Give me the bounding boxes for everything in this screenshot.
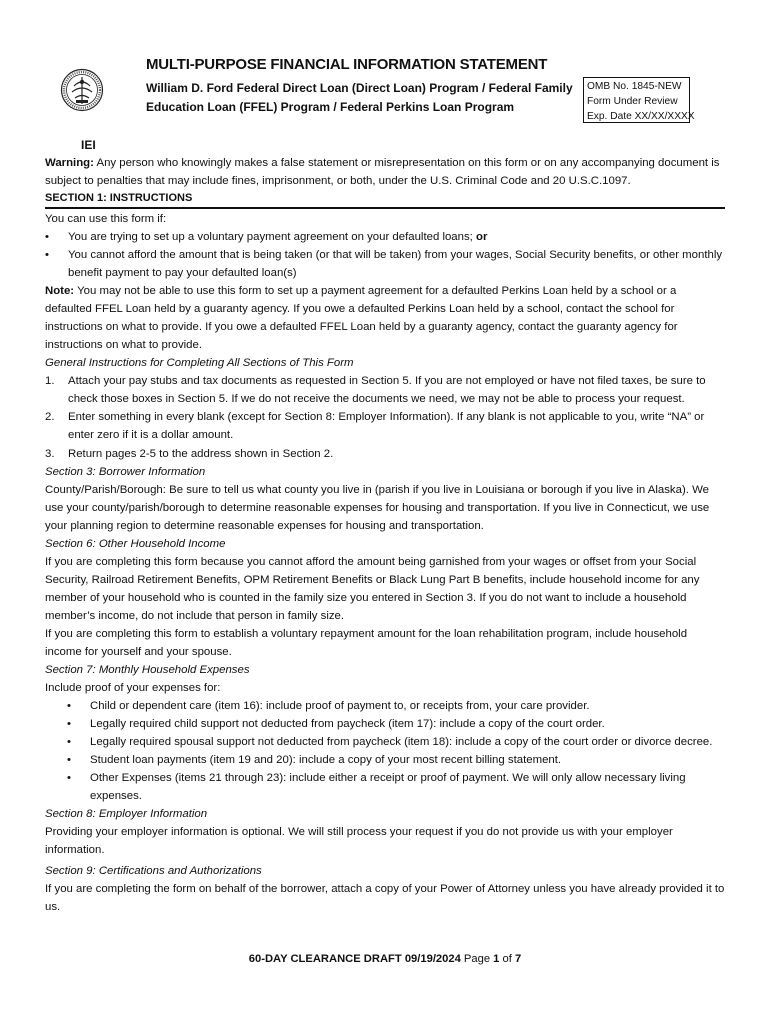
bullet-icon: • <box>67 754 71 766</box>
list-item <box>45 408 725 444</box>
department-seal-icon <box>60 68 104 112</box>
warning-text: Any person who knowingly makes a false statement or misrepresentation on this form or on any accompanying document is subject to penalties that may include fines, imprisonment, or both, under the U.S. Criminal Code and 20 U.S.C.1097. <box>45 157 720 187</box>
page-total: 7 <box>514 953 522 965</box>
bullet-text: You cannot afford the amount that is being taken (or that will be taken) from your wages, Social Security benefits, or other monthly benefit payment to pay your defaulted loan(s) <box>68 249 723 279</box>
program-subtitle: William D. Ford Federal Direct Loan (Direct Loan) Program / Federal Family Education Loan (FFEL) Program / Federal Perkins Loan Program <box>146 81 573 114</box>
bullet-text: Child or dependent care (item 16): include proof of payment to, or receipts from, your care provider. <box>90 700 590 712</box>
page-word: Page <box>460 953 494 965</box>
warning-label: Warning: <box>45 157 94 169</box>
list-number: 1. <box>45 375 55 387</box>
section-9-heading: Section 9: Certifications and Authorizations <box>45 865 262 877</box>
section-3-heading: Section 3: Borrower Information <box>45 466 206 478</box>
list-number: 3. <box>45 448 55 460</box>
section-6-heading: Section 6: Other Household Income <box>45 538 226 550</box>
list-number: 2. <box>45 411 55 423</box>
omb-expiration: Exp. Date XX/XX/XXXX <box>587 111 695 122</box>
section-6-text: If you are completing this form because you cannot afford the amount being garnished from your wages or offset from your Social Security, Railroad Retirement Benefits, OPM Retirement Benefits or Black Lung Part B benefits, include household income for any member of your household who is counted in the family size you entered in Section 3. If you do not want to include a household member’s income, do not include that person in family size. <box>45 556 700 622</box>
warning-paragraph <box>45 154 725 190</box>
of-word: of <box>499 953 515 965</box>
bullet-text: You are trying to set up a voluntary payment agreement on your defaulted loans; <box>68 231 476 243</box>
list-item <box>45 715 725 733</box>
list-item <box>45 751 725 769</box>
bullet-icon: • <box>45 249 49 261</box>
bullet-icon: • <box>67 718 71 730</box>
note-label: Note: <box>45 285 75 297</box>
list-item <box>45 769 725 805</box>
list-item <box>45 733 725 751</box>
section-6-text-2: If you are completing this form to establish a voluntary repayment amount for the loan rehabilitation program, include household income for yourself and your spouse. <box>45 628 688 658</box>
section-1-heading: SECTION 1: INSTRUCTIONS <box>45 190 725 209</box>
omb-status: Form Under Review <box>587 96 678 107</box>
numbered-text: Attach your pay stubs and tax documents as requested in Section 5. If you are not employed or have not filed taxes, be sure to check those boxes in Section 5. If we do not receive the documents we need, we may not be able to process your request. <box>68 375 706 405</box>
page-number: 1 <box>493 953 500 965</box>
general-instructions-heading: General Instructions for Completing All Sections of This Form <box>45 357 354 369</box>
omb-box <box>583 77 695 123</box>
omb-number: OMB No. 1845-NEW <box>587 81 682 92</box>
bullet-icon: • <box>67 736 71 748</box>
use-form-intro: You can use this form if: <box>45 213 167 225</box>
bullet-icon: • <box>67 772 71 784</box>
list-item <box>45 697 725 715</box>
bullet-text: Student loan payments (item 19 and 20): include a copy of your most recent billing statement. <box>90 754 562 766</box>
bullet-text: Other Expenses (items 21 through 23): include either a receipt or proof of payment. We will only allow necessary living expenses. <box>90 772 686 802</box>
section-7-intro: Include proof of your expenses for: <box>45 682 221 694</box>
instructions-content <box>45 154 725 916</box>
section-3-text: County/Parish/Borough: Be sure to tell us what county you live in (parish if you live in Louisiana or borough if you live in Alaska). We use your county/parish/borough to determine reasonable expenses for housing and transportation. If you live in Connecticut, we use your planning region to determine reasonable expenses for housing and transportation. <box>45 484 710 532</box>
numbered-text: Enter something in every blank (except for Section 8: Employer Information). If any blank is not applicable to you, write “NA” or enter zero if it is a dollar amount. <box>68 411 705 441</box>
list-item <box>45 246 725 282</box>
section-8-text: Providing your employer information is optional. We will still process your request if you do not provide us with your employer information. <box>45 826 673 856</box>
note-text: You may not be able to use this form to set up a payment agreement for a defaulted Perkins Loan held by a school or a defaulted FFEL Loan held by a guaranty agency. If you owe a defaulted Perkins Loan held by a school, contact the school for instructions on what to provide. If you owe a defaulted FFEL Loan held by a guaranty agency, contact the guaranty agency for instructions on what to provide. <box>45 285 678 351</box>
section-7-heading: Section 7: Monthly Household Expenses <box>45 664 250 676</box>
draft-label: 60-DAY CLEARANCE DRAFT 09/19/2024 <box>248 953 461 965</box>
list-item <box>45 228 725 246</box>
page-title: MULTI-PURPOSE FINANCIAL INFORMATION STATEMENT <box>146 56 548 73</box>
bullet-emphasis: or <box>476 231 488 243</box>
form-code: IEI <box>81 138 96 152</box>
bullet-icon: • <box>45 231 49 243</box>
note-paragraph <box>45 282 725 354</box>
list-item <box>45 372 725 408</box>
page-footer <box>0 950 770 968</box>
numbered-text: Return pages 2-5 to the address shown in Section 2. <box>68 448 334 460</box>
bullet-icon: • <box>67 700 71 712</box>
section-9-text: If you are completing the form on behalf of the borrower, attach a copy of your Power of Attorney unless you have already provided it to us. <box>45 883 725 913</box>
list-item <box>45 445 725 463</box>
bullet-text: Legally required spousal support not deducted from paycheck (item 18): include a copy of the court order or divorce decree. <box>90 736 713 748</box>
bullet-text: Legally required child support not deducted from paycheck (item 17): include a copy of the court order. <box>90 718 605 730</box>
section-8-heading: Section 8: Employer Information <box>45 808 208 820</box>
